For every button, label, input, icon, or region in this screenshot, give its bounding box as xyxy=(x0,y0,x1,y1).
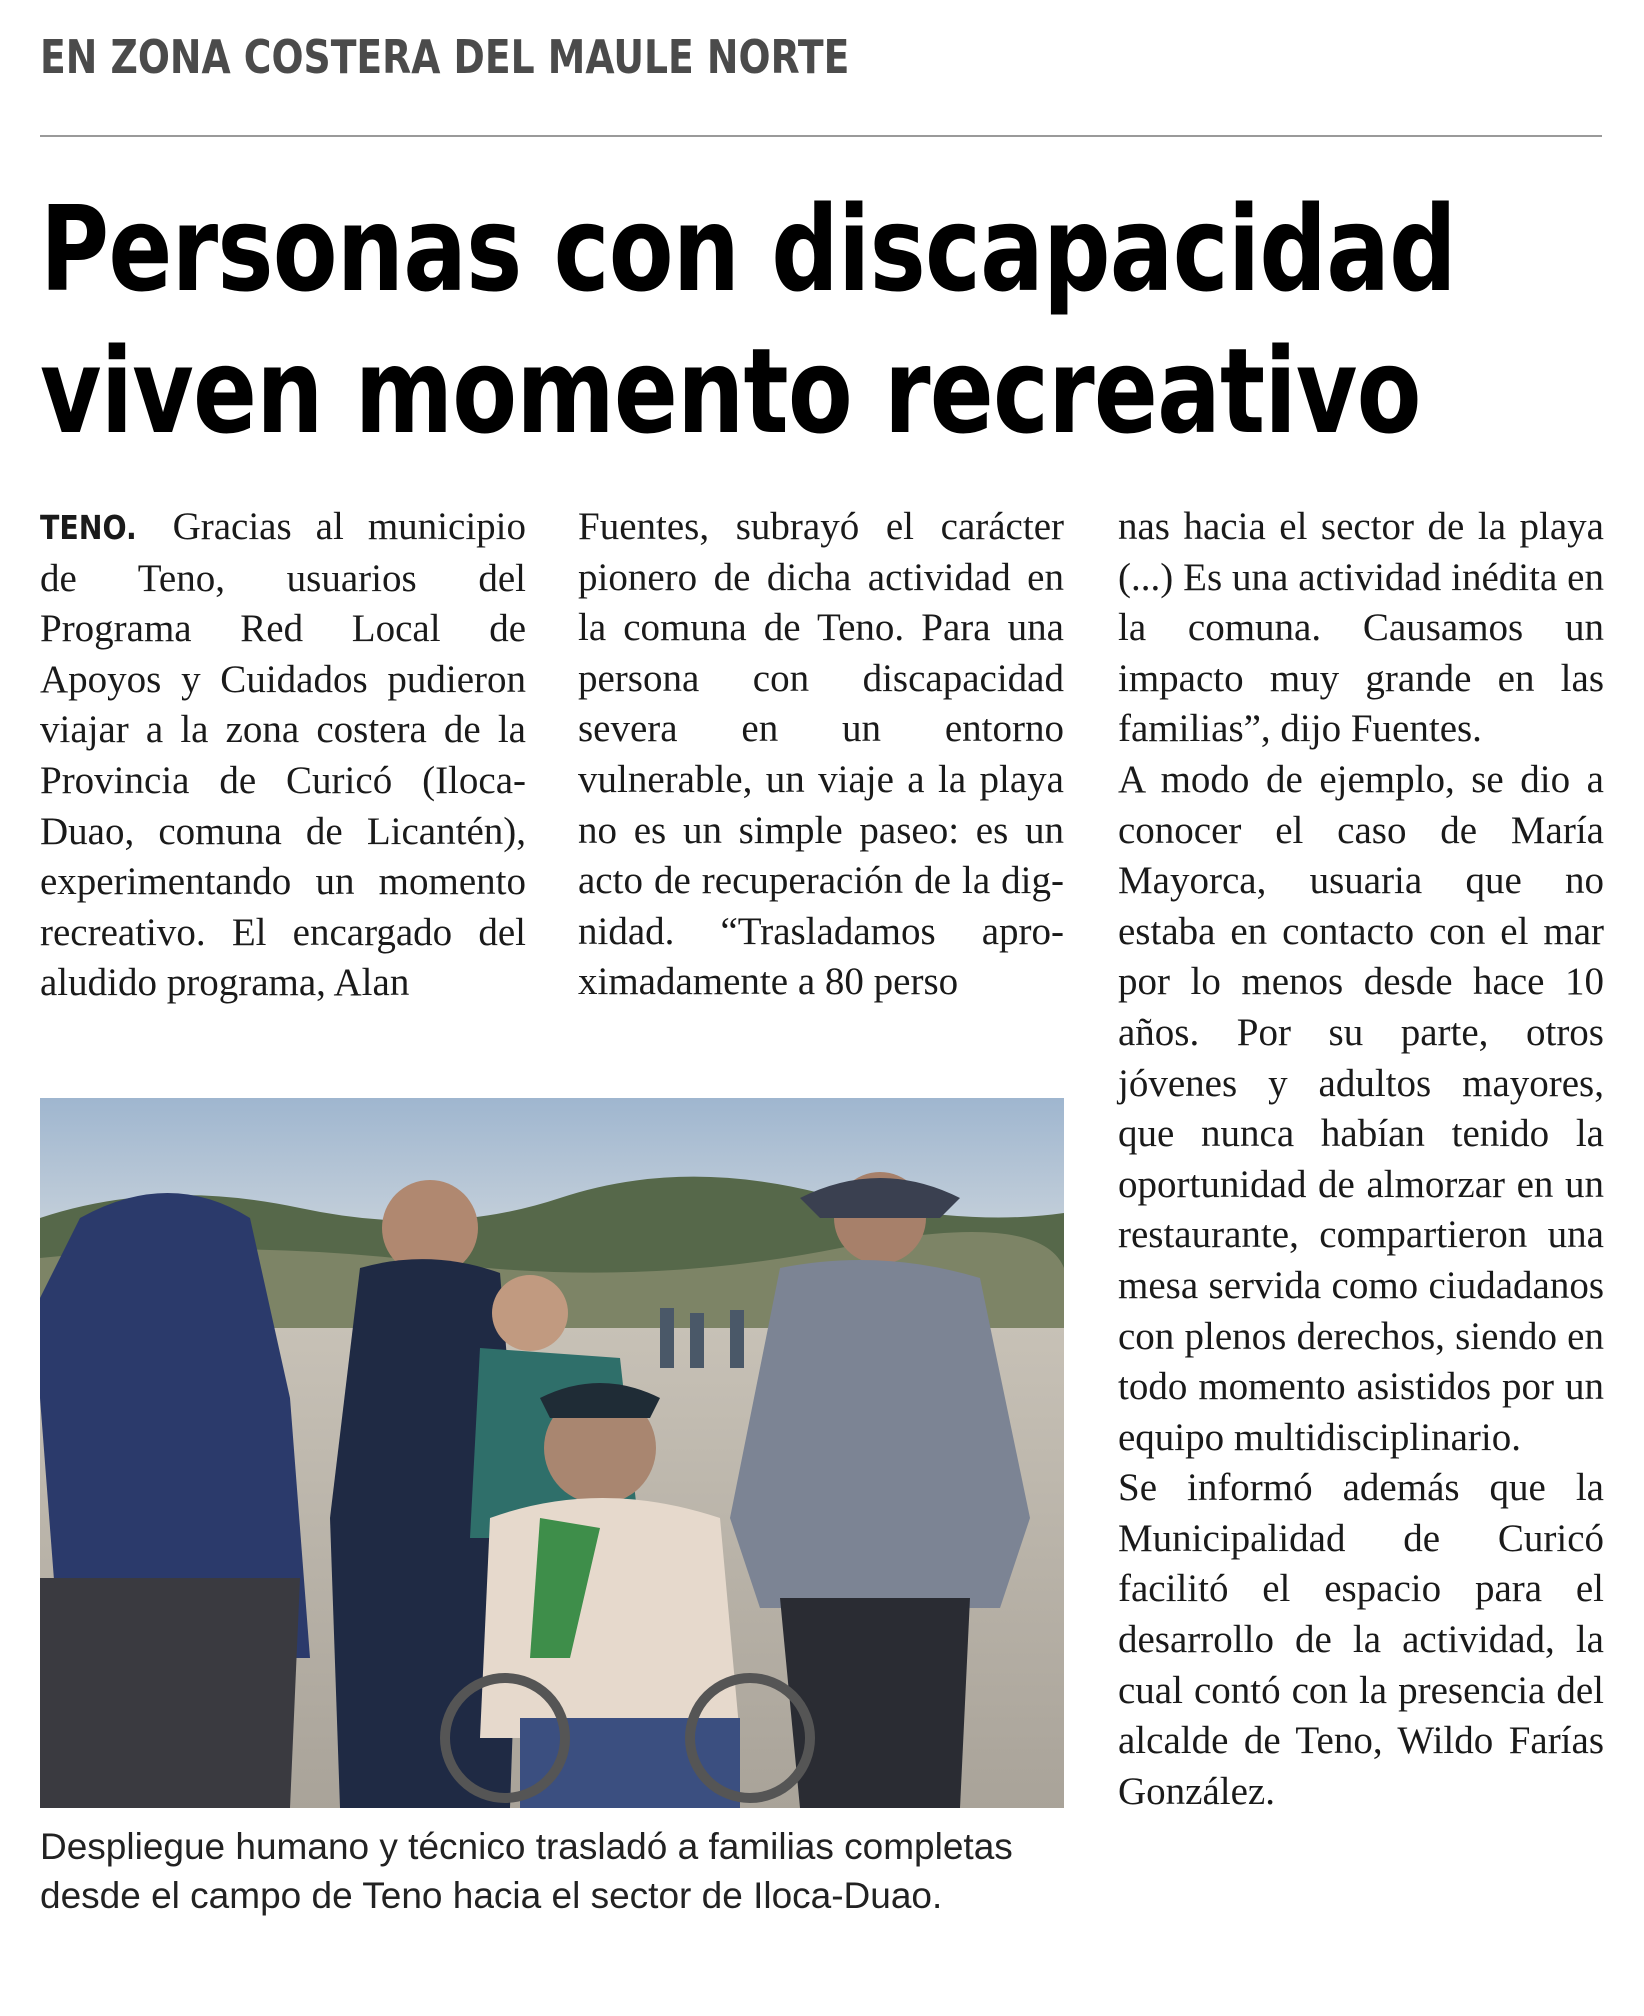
body-column-2 xyxy=(578,502,1064,1008)
body-text-col3-p1: nas hacia el sector de la playa (...) Es una actividad inédita en la comuna. Causamos un impacto muy grande en las familias”, dijo Fuentes. xyxy=(1118,505,1604,751)
body-column-3 xyxy=(1118,502,1604,1817)
body-text-col3-p2: A modo de ejemplo, se dio a conocer el caso de María Mayorca, usuaria que no estaba en contacto con el mar por lo menos desde hace 10 años. Por su parte, otros jóvenes y adultos mayores, que nunca habían tenido la oportunidad de almorzar en un restaurante, compartieron una mesa servida como ciudadanos con plenos derechos, siendo en todo momento asistidos por un equipo multidisciplinario. xyxy=(1118,757,1604,1459)
photo-illustration xyxy=(40,1098,1064,1808)
headline-line-2: viven momento recreativo xyxy=(40,322,1421,460)
body-text-col3-p3: Se informó además que la Municipalidad de Curicó facilitó el espacio para el desarrollo de la actividad, la cual contó con la presencia del alcalde de Teno, Wildo Farías González. xyxy=(1118,1466,1604,1813)
photo-caption: Despliegue humano y técnico trasladó a familias completas desde el campo de Teno hacia el sector de Iloca-Duao. xyxy=(40,1826,1013,1916)
body-text-col2: Fuentes, subrayó el carácter pionero de dicha actividad en la comuna de Teno. Para una persona con discapacidad severa en un entorno vulnerable, un viaje a la playa no es un simple paseo: es un acto de recuperación de la dignidad. “Trasladamos aproximadamente a 80 perso xyxy=(578,505,1064,1004)
section-kicker: EN ZONA COSTERA DEL MAULE NORTE xyxy=(40,30,850,84)
body-column-1 xyxy=(40,502,526,1009)
headline-line-1: Personas con discapacidad xyxy=(40,180,1456,318)
dateline: TENO. xyxy=(40,508,137,547)
body-text-col1: Gracias al municipio de Teno, usuarios del Programa Red Local de Apoyos y Cuidados pudieron viajar a la zona costera de la Provincia de Curicó (Iloca-Duao, comuna de Licantén), experimentando un momento recreativo. El encargado del aludido programa, Alan xyxy=(40,505,526,1005)
header-divider xyxy=(40,135,1602,137)
article-photo xyxy=(40,1098,1064,1808)
article-headline xyxy=(40,178,1456,462)
